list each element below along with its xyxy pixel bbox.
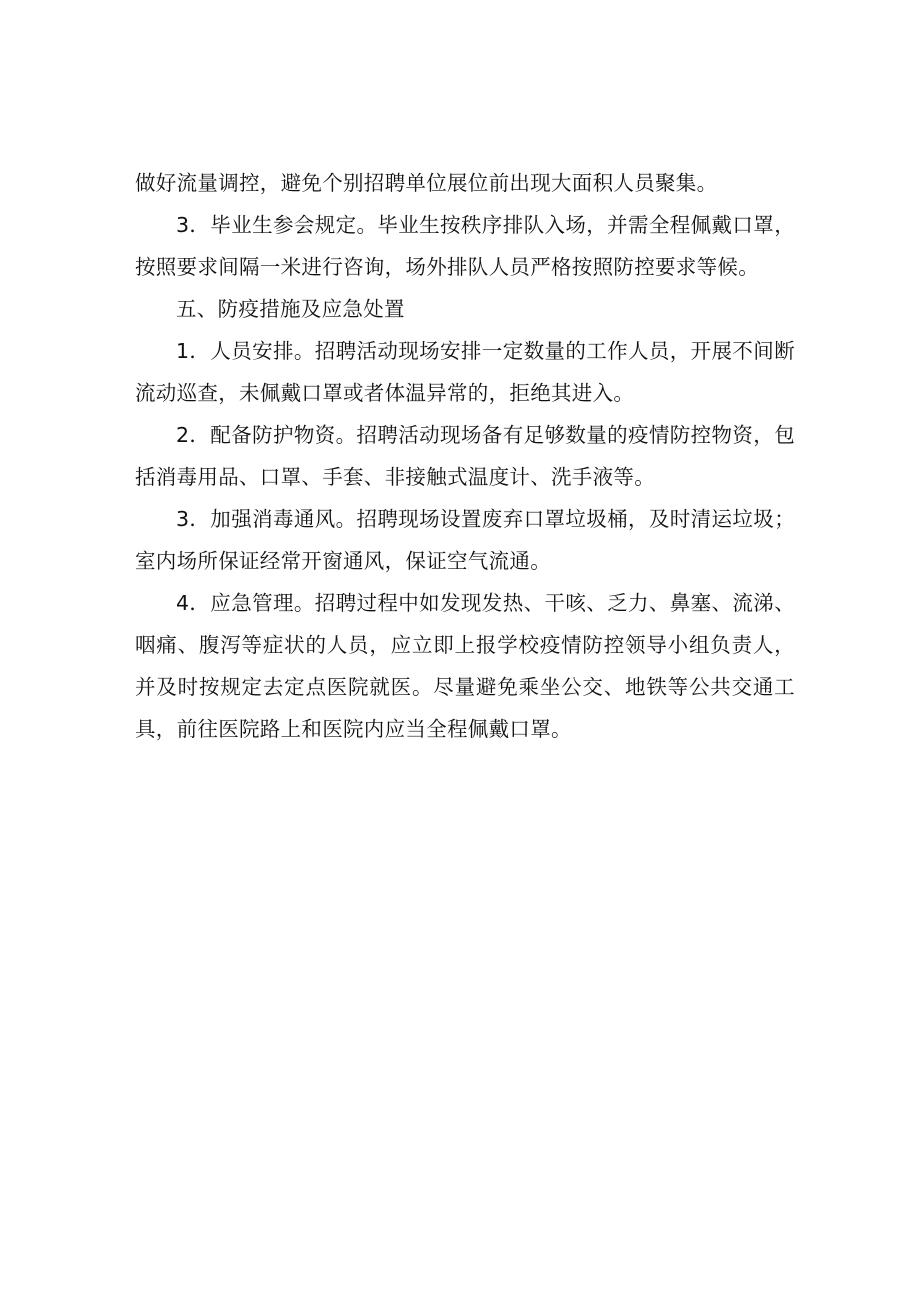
paragraph-graduate-rules: 3．毕业生参会规定。毕业生按秩序排队入场，并需全程佩戴口罩，按照要求间隔一米进行咨询，场外排队人员严格按照防控要求等候。 — [135, 213, 795, 279]
document-body — [135, 162, 795, 750]
paragraph-protective-supplies: 2．配备防护物资。招聘活动现场备有足够数量的疫情防控物资，包括消毒用品、口罩、手套、非接触式温度计、洗手液等。 — [135, 423, 795, 489]
paragraph-continuation: 做好流量调控，避免个别招聘单位展位前出现大面积人员聚集。 — [135, 171, 718, 195]
paragraph-staff-arrangement: 1．人员安排。招聘活动现场安排一定数量的工作人员，开展不间断流动巡查，未佩戴口罩或者体温异常的，拒绝其进入。 — [135, 339, 795, 405]
paragraph-disinfection-ventilation: 3．加强消毒通风。招聘现场设置废弃口罩垃圾桶，及时清运垃圾；室内场所保证经常开窗通风，保证空气流通。 — [135, 507, 795, 573]
paragraph-emergency-management: 4．应急管理。招聘过程中如发现发热、干咳、乏力、鼻塞、流涕、咽痛、腹泻等症状的人员，应立即上报学校疫情防控领导小组负责人，并及时按规定去定点医院就医。尽量避免乘坐公交、地铁等公共交通工具，前往医院路上和医院内应当全程佩戴口罩。 — [135, 591, 795, 741]
section-heading-epidemic-measures: 五、防疫措施及应急处置 — [176, 297, 405, 321]
